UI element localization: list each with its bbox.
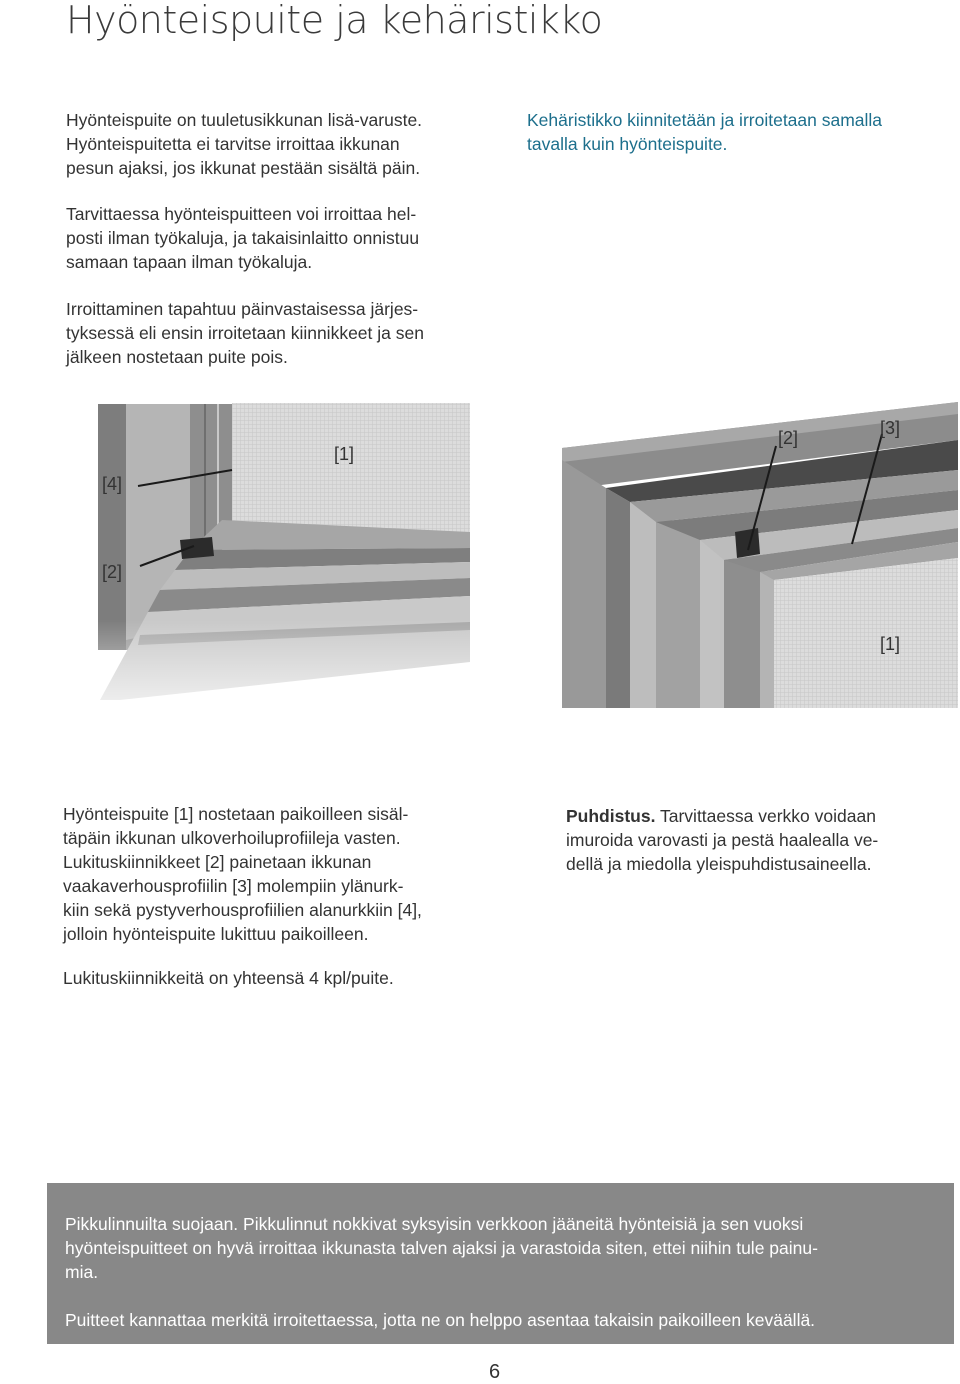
intro-paragraph-3: Irroittaminen tapahtuu päinvastaisessa järjes- tyksessä eli ensin irroitetaan kiinnikkeet ja sen jälkeen nostetaan puite pois. — [66, 299, 424, 367]
figure-label-1: [1] — [880, 634, 901, 654]
figure-label-2: [2] — [102, 562, 123, 582]
page-number: 6 — [489, 1361, 501, 1383]
info-paragraph-1: Pikkulinnuilta suojaan. Pikkulinnut nokkivat syksyisin verkkoon jääneitä hyönteisiä ja sen vuoksi hyönteispuitteet on hyvä irroittaa ikkunasta talven ajaksi ja varastoida siten, ettei niihin tule painu- mia. — [65, 1214, 818, 1282]
screen-mesh — [232, 403, 470, 535]
figure-upper-corner — [560, 400, 960, 710]
figure-label-3: [3] — [880, 418, 901, 438]
page-title: Hyönteispuite ja kehäristikko — [66, 0, 603, 42]
intro-paragraph-2: Tarvittaessa hyönteispuitteen voi irroittaa hel- posti ilman työkaluja, ja takaisinlaitto onnistuu samaan tapaan ilman työkaluja. — [66, 204, 420, 272]
figure-label-1: [1] — [334, 444, 355, 464]
locking-clip — [735, 528, 760, 558]
figure-lower-corner — [0, 400, 472, 740]
instructions-paragraph: Hyönteispuite [1] nostetaan paikoilleen sisäl- täpäin ikkunan ulkoverhoiluprofiileja vasten. Lukituskiinnikkeet [2] painetaan ikkunan vaakaverhousprofiilin [3] molempiin ylänurk- kiin sekä pystyverhousprofiilien alanurkkiin [4], jolloin hyönteispuite lukittuu paikoilleen. — [63, 804, 422, 944]
intro-paragraph-1: Hyönteispuite on tuuletusikkunan lisä-varuste. Hyönteispuitetta ei tarvitse irroittaa ikkunan pesun ajaksi, jos ikkunat pestään sisältä päin. — [66, 110, 423, 178]
figure-label-4: [4] — [102, 474, 123, 494]
figure-label-2: [2] — [778, 428, 799, 448]
locking-clip — [180, 537, 214, 559]
info-box — [47, 1183, 954, 1344]
clip-count-paragraph: Lukituskiinnikkeitä on yhteensä 4 kpl/puite. — [63, 968, 394, 988]
intro-paragraph-right: Kehäristikko kiinnitetään ja irroitetaan samalla tavalla kuin hyönteispuite. — [527, 110, 883, 154]
cleaning-heading: Puhdistus. — [566, 806, 656, 826]
info-paragraph-2: Puitteet kannattaa merkitä irroitettaessa, jotta ne on helppo asentaa takaisin paikoilleen keväällä. — [65, 1310, 816, 1330]
screen-mesh — [774, 558, 958, 708]
cleaning-text: Tarvittaessa verkko voidaan imuroida varovasti ja pestä haalealla ve- dellä ja miedolla yleispuhdistusaineella. — [566, 806, 879, 874]
left-frame-vertical — [562, 460, 606, 708]
cleaning-paragraph — [566, 804, 878, 876]
